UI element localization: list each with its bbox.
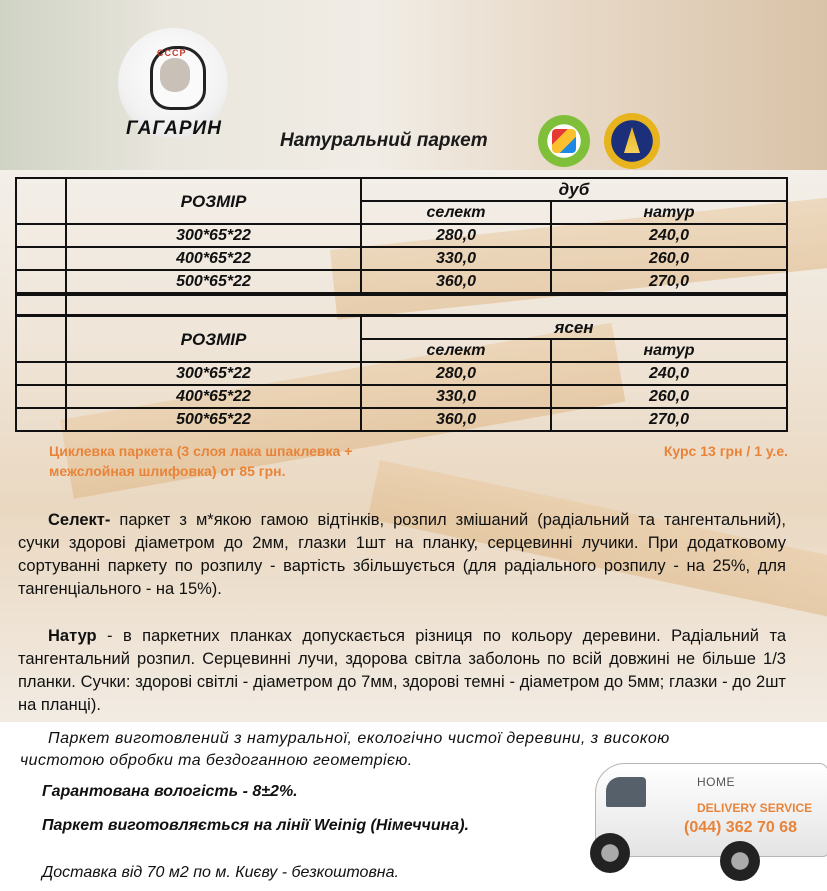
- select-description: [18, 509, 786, 601]
- price-cell: 330,0: [361, 247, 551, 270]
- price-cell: 280,0: [361, 362, 551, 385]
- sanding-offer: [49, 441, 469, 481]
- humidity-guarantee: Гарантована вологість - 8±2%.: [42, 783, 298, 800]
- table-corner-cell: [16, 316, 66, 362]
- natur-description: [18, 625, 786, 717]
- ash-price-table: [15, 315, 788, 432]
- grade-header-select: селект: [361, 201, 551, 224]
- grade-header-natur: натур: [551, 339, 787, 362]
- van-delivery-label: DELIVERY SERVICE: [697, 801, 813, 815]
- gagarin-logo: [110, 28, 240, 154]
- price-cell: 270,0: [551, 270, 787, 293]
- price-cell: 240,0: [551, 224, 787, 247]
- sanding-offer-line1: Циклевка паркета (3 слоя лака шпаклевка +: [49, 443, 353, 459]
- size-cell: 400*65*22: [66, 247, 361, 270]
- van-home-label: HOME: [697, 775, 735, 789]
- price-cell: 330,0: [361, 385, 551, 408]
- table-row: [16, 224, 787, 247]
- table-row: [16, 362, 787, 385]
- wood-type-header: дуб: [361, 178, 787, 201]
- price-cell: 280,0: [361, 224, 551, 247]
- grade-header-select: селект: [361, 339, 551, 362]
- phone-number: (044) 362 70 68: [684, 819, 797, 836]
- size-cell: 500*65*22: [66, 408, 361, 431]
- van-wheel-icon: [590, 833, 630, 873]
- footer-line2: чистотою обробки та бездоганною геометрією.: [20, 752, 413, 769]
- exchange-rate: Курс 13 грн / 1 у.е.: [663, 443, 788, 459]
- price-cell: 260,0: [551, 385, 787, 408]
- table-spacer: [15, 294, 788, 316]
- table-corner-cell: [16, 178, 66, 224]
- table-row: [16, 247, 787, 270]
- sanding-offer-line2: межслойная шлифовка) от 85 грн.: [49, 463, 286, 479]
- table-row: [16, 385, 787, 408]
- size-header: РОЗМІР: [66, 178, 361, 224]
- page-title: Натуральний паркет: [280, 130, 488, 151]
- size-header: РОЗМІР: [66, 316, 361, 362]
- quality-medal-icon: [604, 113, 660, 169]
- price-cell: 240,0: [551, 362, 787, 385]
- size-cell: 300*65*22: [66, 362, 361, 385]
- delivery-info: Доставка від 70 м2 по м. Києву - безкоштовна.: [42, 864, 399, 881]
- price-cell: 260,0: [551, 247, 787, 270]
- astronaut-face-icon: [160, 58, 190, 92]
- table-row: [16, 270, 787, 293]
- van-window: [606, 777, 646, 807]
- select-text: паркет з м*якою гамою відтінків, розпил змішаний (радіальний та тангентальний), сучки здорові діаметром до 2мм, глазки 1шт на планку, серцевинні лучики. При додатковому сортуванні паркету по розпилу - вартість збільшується (для радіального розпилу - на 25%, для тангенціального - на 15%).: [18, 511, 786, 598]
- price-cell: 270,0: [551, 408, 787, 431]
- price-cell: 360,0: [361, 408, 551, 431]
- logo-helmet-text: СССР: [157, 48, 187, 58]
- footer-line1: Паркет виготовлений з натуральної, екологічно чистої деревини, з високою: [48, 730, 670, 747]
- natur-text: - в паркетних планках допускається різниця по кольору деревини. Радіальний та тангентальний розпил. Серцевинні лучи, здорова світла заболонь по всій довжині не більше 1/3 планки. Сучки: здорові світлі - діаметром до 7мм, здорові темні - діаметром до 5мм; глазки - до 2шт на планці).: [18, 627, 786, 714]
- price-cell: 360,0: [361, 270, 551, 293]
- grade-header-natur: натур: [551, 201, 787, 224]
- logo-name: ГАГАРИН: [126, 118, 222, 139]
- size-cell: 400*65*22: [66, 385, 361, 408]
- size-cell: 500*65*22: [66, 270, 361, 293]
- delivery-van-image: [570, 745, 827, 891]
- eco-safe-badge-icon: [538, 115, 590, 167]
- wood-type-header: ясен: [361, 316, 787, 339]
- weinig-line: Паркет виготовляється на лінії Weinig (Німеччина).: [42, 817, 469, 834]
- van-wheel-icon: [720, 841, 760, 881]
- select-term: Селект-: [48, 511, 111, 529]
- size-cell: 300*65*22: [66, 224, 361, 247]
- table-row: [16, 408, 787, 431]
- natur-term: Натур: [48, 627, 97, 645]
- oak-price-table: [15, 177, 788, 294]
